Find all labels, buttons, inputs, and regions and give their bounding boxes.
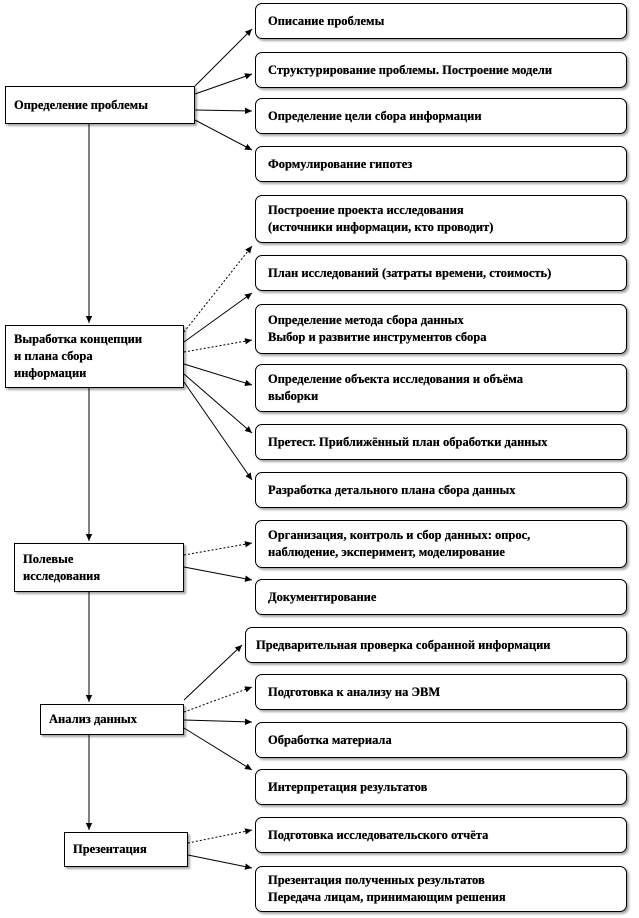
step-arrow-2-5 <box>184 374 252 433</box>
step-box-4-2 <box>255 674 627 710</box>
step-arrow-2-6 <box>184 382 252 480</box>
step-text-line: Построение проекта исследования <box>268 203 464 217</box>
stage-title-line: Анализ данных <box>49 712 137 726</box>
stage-concept-and-plan <box>5 325 184 388</box>
step-text-line: (источники информации, кто проводит) <box>268 220 494 234</box>
step-arrow-1-3 <box>195 110 252 111</box>
stage-title-line: и плана сбора <box>14 349 93 363</box>
stage-data-analysis <box>40 704 184 735</box>
step-arrow-5-1 <box>188 830 252 843</box>
step-box-4-4 <box>255 769 627 805</box>
step-box-1-1 <box>255 3 627 39</box>
stage-title-line: Презентация <box>73 842 147 856</box>
step-text-line: Разработка детального плана сбора данных <box>268 482 516 497</box>
step-box-5-2 <box>255 866 627 912</box>
step-text-line: Формулирование гипотез <box>268 156 413 171</box>
step-text-line: Передача лицам, принимающим решения <box>268 890 506 904</box>
step-arrow-5-2 <box>188 855 252 868</box>
step-arrow-1-4 <box>195 120 252 150</box>
stage-title-line: Определение проблемы <box>14 97 148 112</box>
step-text-line: Определение метода сбора данных <box>268 313 464 327</box>
step-box-4-3 <box>255 722 627 758</box>
step-box-2-4 <box>255 364 627 412</box>
step-text-line: Структурирование проблемы. Построение модели <box>268 62 553 77</box>
stage-title-line: Полевые <box>23 551 74 566</box>
step-text-line: Подготовка исследовательского отчёта <box>268 827 489 842</box>
step-text-line: Обработка материала <box>268 732 392 747</box>
stage-title-line: Выработка концепции <box>14 332 143 346</box>
step-arrow-4-4 <box>184 728 252 770</box>
step-text-line: Описание проблемы <box>268 13 385 28</box>
step-text-line: Интерпретация результатов <box>268 779 428 794</box>
step-arrow-2-3 <box>184 340 252 352</box>
step-box-1-3 <box>255 98 627 134</box>
step-box-3-1 <box>255 520 627 568</box>
step-text-line: Определение цели сбора информации <box>268 108 482 123</box>
step-text-line: Выбор и развитие инструментов сбора <box>268 330 487 344</box>
step-box-2-2 <box>255 255 627 291</box>
step-arrow-2-1 <box>184 246 252 332</box>
step-box-2-1 <box>255 195 627 243</box>
step-text-line: Претест. Приближённый план обработки данных <box>268 434 548 449</box>
step-text-line: Предварительная проверка собранной информации <box>256 637 551 652</box>
stage-problem-definition <box>5 86 195 124</box>
stage-title-line: исследования <box>23 568 101 583</box>
step-text-line: Презентация полученных результатов <box>268 873 485 887</box>
step-arrow-2-2 <box>184 293 252 342</box>
step-text-line: Документирование <box>268 589 377 604</box>
step-arrow-4-1 <box>184 645 242 700</box>
step-box-2-6 <box>255 472 627 508</box>
step-arrow-3-1 <box>184 543 252 555</box>
stage-title-line: информации <box>14 366 87 380</box>
step-box-2-3 <box>255 304 627 354</box>
stage-presentation <box>64 832 188 867</box>
step-arrows <box>184 29 252 868</box>
step-arrow-3-2 <box>184 567 252 580</box>
step-text-line: Определение объекта исследования и объёма <box>268 372 523 386</box>
step-box-2-5 <box>255 424 627 460</box>
step-text-line: наблюдение, эксперимент, моделирование <box>268 545 505 559</box>
step-box-4-1 <box>245 627 627 663</box>
step-text-line: выборки <box>268 389 319 403</box>
step-arrow-2-4 <box>184 364 252 385</box>
step-box-1-2 <box>255 52 627 88</box>
stage-field-research <box>14 543 184 592</box>
step-text-line: Подготовка к анализу на ЭВМ <box>268 684 441 699</box>
step-box-3-2 <box>255 579 627 615</box>
step-box-5-1 <box>255 817 627 853</box>
step-text-line: План исследований (затраты времени, стоимость) <box>268 265 552 280</box>
step-box-1-4 <box>255 146 627 182</box>
step-arrow-4-3 <box>184 720 252 722</box>
step-text-line: Организация, контроль и сбор данных: опрос, <box>268 528 531 542</box>
